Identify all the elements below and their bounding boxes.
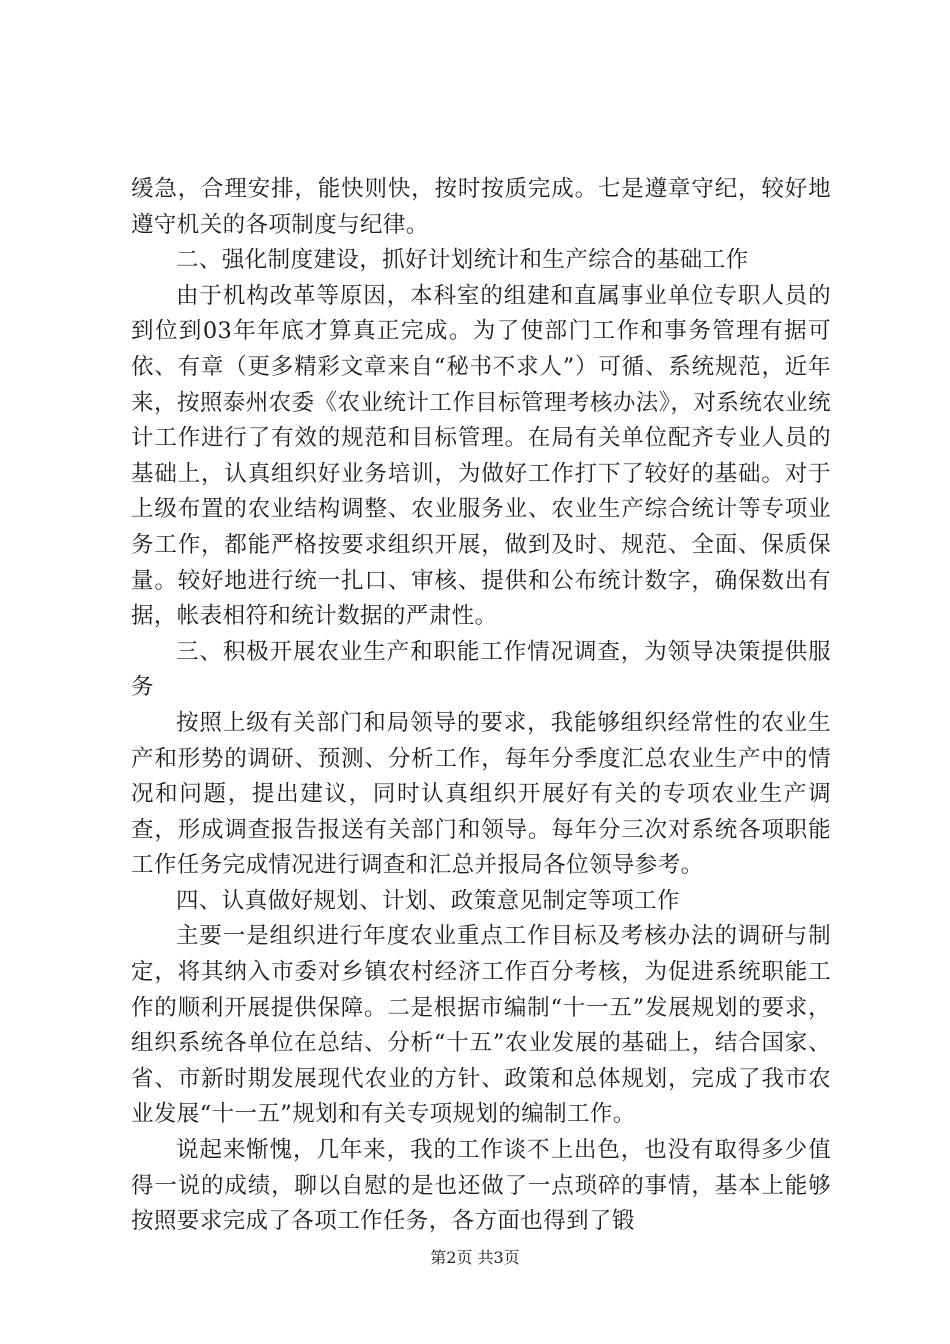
section-heading-3: 三、积极开展农业生产和职能工作情况调查，为领导决策提供服务 — [131, 638, 831, 701]
paragraph-summary: 说起来惭愧，几年来，我的工作谈不上出色，也没有取得多少值得一说的成绩，聊以自慰的是也还做了一点琐碎的事情，基本上能够按照要求完成了各项工作任务，各方面也得到了锻 — [131, 1137, 831, 1235]
section-heading-2: 二、强化制度建设，抓好计划统计和生产综合的基础工作 — [176, 247, 749, 274]
paragraph-planning: 主要一是组织进行年度农业重点工作目标及考核办法的调研与制定，将其纳入市委对乡镇农村经济工作百分考核，为促进系统职能工作的顺利开展提供保障。二是根据市编制“十一五”发展规划的要求，组织系统各单位在总结、分析“十五”农业发展的基础上，结合国家、省、市新时期发展现代农业的方针、政策和总体规划，完成了我市农业发展“十一五”规划和有关专项规划的编制工作。 — [131, 923, 831, 1128]
page-number-footer: 第2页 共3页 — [430, 1248, 520, 1267]
paragraph-statistics: 由于机构改革等原因，本科室的组建和直属事业单位专职人员的到位到03年年底才算真正完成。为了使部门工作和事务管理有据可依、有章（更多精彩文章来自“秘书不求人”）可循、系统规范，近年来，按照泰州农委《农业统计工作目标管理考核办法》，对系统农业统计工作进行了有效的规范和目标管理。在局有关单位配齐专业人员的基础上，认真组织好业务培训，为做好工作打下了较好的基础。对于上级布置的农业结构调整、农业服务业、农业生产综合统计等专项业务工作，都能严格按要求组织开展，做到及时、规范、全面、保质保量。较好地进行统一扎口、审核、提供和公布统计数字，确保数出有据，帐表相符和统计数据的严肃性。 — [131, 282, 831, 630]
paragraph-continuation: 缓急，合理安排，能快则快，按时按质完成。七是遵章守纪，较好地遵守机关的各项制度与纪律。 — [131, 176, 831, 238]
document-body — [131, 172, 831, 1240]
section-heading-4: 四、认真做好规划、计划、政策意见制定等项工作 — [176, 887, 680, 914]
paragraph-survey: 按照上级有关部门和局领导的要求，我能够组织经常性的农业生产和形势的调研、预测、分析工作，每年分季度汇总农业生产中的情况和问题，提出建议，同时认真组织开展好有关的专项农业生产调查，形成调查报告报送有关部门和领导。每年分三次对系统各项职能工作任务完成情况进行调查和汇总并报局各位领导参考。 — [131, 709, 831, 879]
